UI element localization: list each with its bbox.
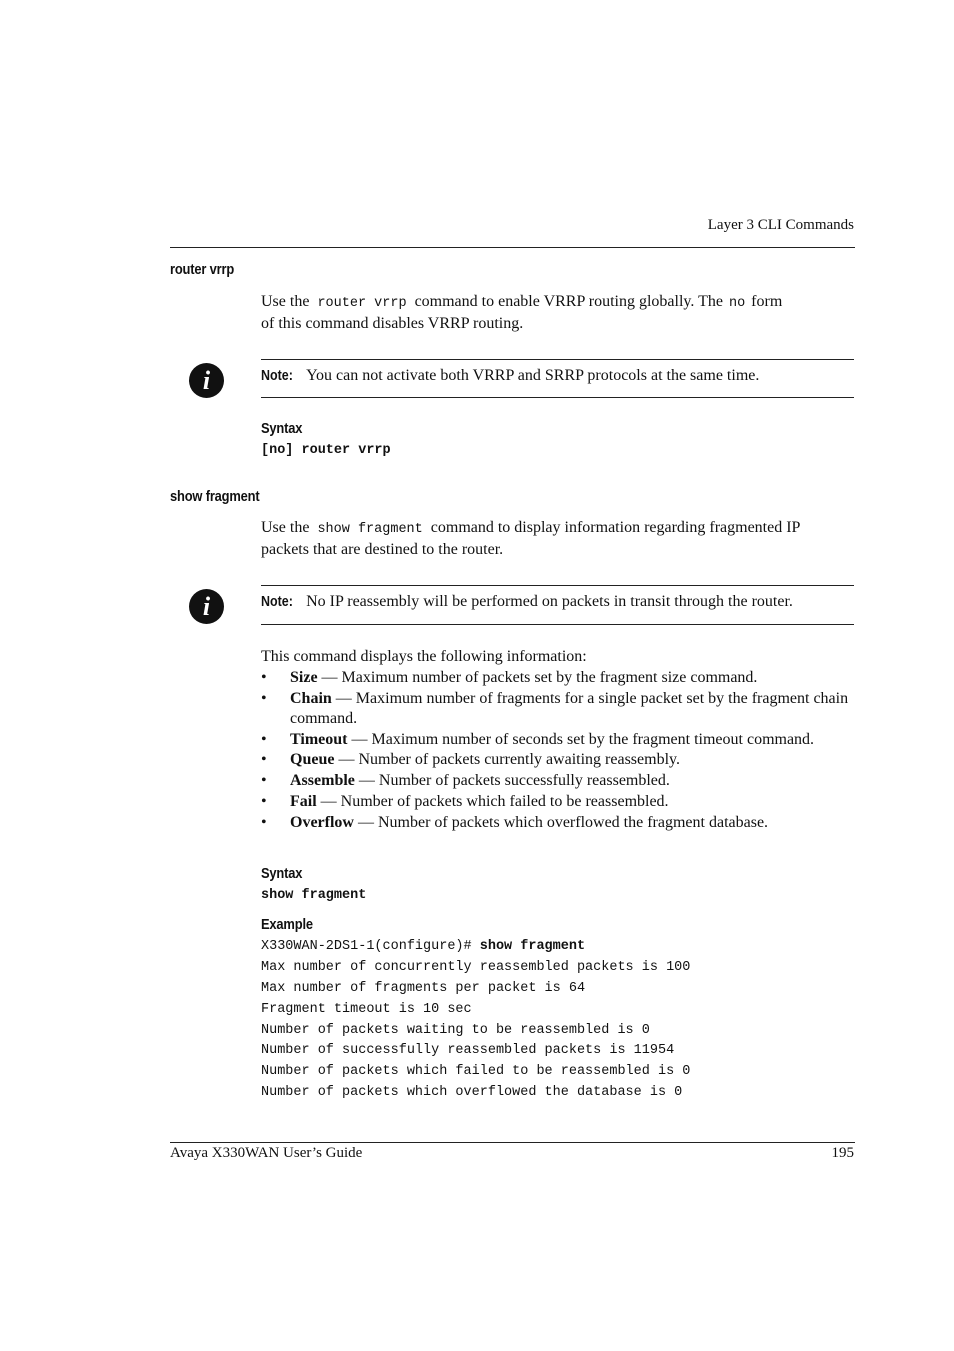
bullet-desc: — Number of packets which overflowed the fragment database.	[357, 813, 769, 831]
show-fragment-intro	[261, 518, 861, 560]
note-top-rule	[261, 585, 854, 586]
intro-text-mid: command to enable VRRP routing globally. The	[414, 293, 723, 310]
bullet-term: Assemble	[290, 772, 355, 790]
example-output-line: Number of packets which overflowed the database is 0	[261, 1085, 683, 1100]
note-label: Note:	[261, 368, 293, 384]
bullet-term: Timeout	[290, 730, 348, 748]
example-output-line: Number of packets which failed to be reassembled is 0	[261, 1064, 691, 1079]
cli-prompt: X330WAN-2DS1-1(configure)#	[261, 939, 472, 954]
example-output-line: Number of successfully reassembled packets is 11954	[261, 1043, 675, 1058]
info-icon: i	[189, 363, 224, 398]
bullet-term: Chain	[290, 689, 332, 707]
bullet-desc: — Number of packets currently awaiting reassembly.	[338, 751, 680, 769]
bullet-term: Overflow	[290, 813, 354, 831]
intro-text-post: form	[751, 293, 783, 310]
note-text: You can not activate both VRRP and SRRP protocols at the same time.	[306, 367, 760, 384]
bullet-desc: — Number of packets which failed to be reassembled.	[320, 792, 669, 810]
syntax-command: show fragment	[261, 888, 367, 903]
running-header: Layer 3 CLI Commands	[707, 217, 854, 233]
intro-text-post: command to display information regarding fragmented IP	[430, 519, 801, 536]
syntax-heading: Syntax	[261, 865, 303, 882]
inline-command: show fragment	[317, 522, 423, 537]
note-show-fragment	[261, 592, 861, 612]
bullet-desc: — Number of packets successfully reassembled.	[358, 772, 670, 790]
footer-guide-title: Avaya X330WAN User’s Guide	[170, 1145, 363, 1161]
note-router-vrrp	[261, 366, 861, 386]
note-text: No IP reassembly will be performed on packets in transit through the router.	[306, 593, 793, 610]
bullet-term: Size	[290, 669, 318, 686]
page-number: 195	[831, 1145, 854, 1161]
cli-command: show fragment	[479, 939, 586, 954]
info-bullet-list	[261, 668, 861, 834]
section-heading-show-fragment: show fragment	[170, 488, 260, 505]
list-item: • Overflow — Number of packets which overflowed the fragment database.	[261, 813, 769, 831]
list-item: • Fail — Number of packets which failed to be reassembled.	[261, 792, 669, 810]
example-heading: Example	[261, 916, 313, 933]
list-item: • Queue — Number of packets currently awaiting reassembly.	[261, 751, 680, 769]
bullet-term: Fail	[290, 792, 317, 810]
intro-text-pre: Use the	[261, 519, 310, 536]
intro-text-line2: packets that are destined to the router.	[261, 541, 504, 558]
list-item: • Size — Maximum number of packets set by the fragment size command.	[261, 669, 758, 686]
inline-no-keyword: no	[728, 296, 746, 311]
example-output-line: Fragment timeout is 10 sec	[261, 1002, 472, 1017]
example-output-line: Number of packets waiting to be reassembled is 0	[261, 1023, 650, 1038]
example-output-line: Max number of concurrently reassembled packets is 100	[261, 960, 691, 975]
header-rule	[170, 247, 855, 248]
router-vrrp-intro	[261, 292, 861, 334]
example-command-line	[261, 939, 585, 954]
bullet-term: Queue	[290, 751, 335, 769]
info-icon: i	[189, 589, 224, 624]
list-item: • Assemble — Number of packets successfully reassembled.	[261, 772, 670, 790]
list-item: • Timeout — Maximum number of seconds set by the fragment timeout command.	[261, 730, 815, 748]
list-item: • Chain — Maximum number of fragments for a single packet set by the fragment chain command.	[261, 689, 849, 727]
section-heading-router-vrrp: router vrrp	[170, 261, 235, 278]
intro-text-line2: of this command disables VRRP routing.	[261, 315, 524, 332]
intro-text-pre: Use the	[261, 293, 310, 310]
inline-command: router vrrp	[317, 296, 407, 311]
note-top-rule	[261, 359, 854, 360]
bullet-desc: — Maximum number of fragments for a single packet set by the fragment chain command.	[290, 689, 849, 727]
bullet-desc: — Maximum number of seconds set by the fragment timeout command.	[351, 730, 815, 748]
syntax-heading: Syntax	[261, 420, 303, 437]
note-bottom-rule	[261, 397, 854, 398]
syntax-command: [no] router vrrp	[261, 443, 391, 458]
displays-text: This command displays the following information:	[261, 648, 587, 665]
bullet-desc: — Maximum number of packets set by the fragment size command.	[321, 669, 758, 686]
note-bottom-rule	[261, 624, 854, 625]
example-output-line: Max number of fragments per packet is 64	[261, 981, 586, 996]
note-label: Note:	[261, 594, 293, 610]
